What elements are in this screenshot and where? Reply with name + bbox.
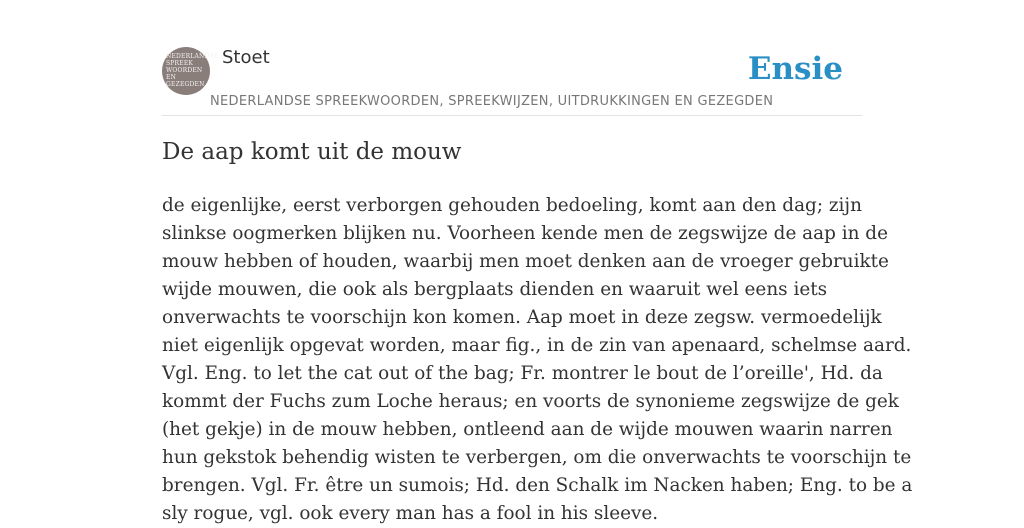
definition-line: wijde mouwen, die ook als bergplaats dienden en waaruit wel eens iets (162, 279, 828, 300)
book-cover-avatar[interactable] (162, 47, 219, 95)
site-header (162, 45, 862, 116)
definition-line: slinkse oogmerken blijken nu. Voorheen kende men de zegswijze de aap in de (162, 223, 888, 244)
definition-line: brengen. Vgl. Fr. être un sumois; Hd. den Schalk im Nacken haben; Eng. to be a (162, 475, 913, 496)
definition-line: Vgl. Eng. to let the cat out of the bag; Fr. montrer le bout de l’oreille', Hd. da (162, 363, 883, 384)
definition-line: niet eigenlijk opgevat worden, maar fig., in de zin van apenaard, schelmse aard. (162, 335, 912, 356)
entry-title: De aap komt uit de mouw (162, 139, 462, 165)
definition-line: mouw hebben of houden, waarbij men moet denken aan de vroeger gebruikte (162, 251, 889, 272)
book-subtitle: NEDERLANDSE SPREEKWOORDEN, SPREEKWIJZEN, UITDRUKKINGEN EN GEZEGDEN (210, 94, 774, 109)
definition-line: (het gekje) in de mouw hebben, ontleend aan de wijde mouwen waarin narren (162, 419, 893, 440)
ensie-logo-link[interactable]: Ensie (747, 51, 843, 87)
entry-definition (162, 192, 913, 528)
book-name-link[interactable]: Stoet (222, 47, 270, 68)
avatar-text: NEDERLANDSE SPREEK WOORDEN EN GEZEGDEN (166, 53, 219, 88)
definition-line: kommt der Fuchs zum Loche heraus; en voorts de synonieme zegswijze de gek (162, 391, 899, 412)
definition-line: onverwachts te voorschijn kon komen. Aap moet in deze zegsw. vermoedelijk (162, 307, 882, 328)
definition-line: hun gekstok behendig wisten te verbergen, om die onverwachts te voorschijn te (162, 447, 912, 468)
definition-line: sly rogue, vgl. ook every man has a fool in his sleeve. (162, 503, 659, 524)
definition-line: de eigenlijke, eerst verborgen gehouden bedoeling, komt aan den dag; zijn (162, 195, 862, 216)
